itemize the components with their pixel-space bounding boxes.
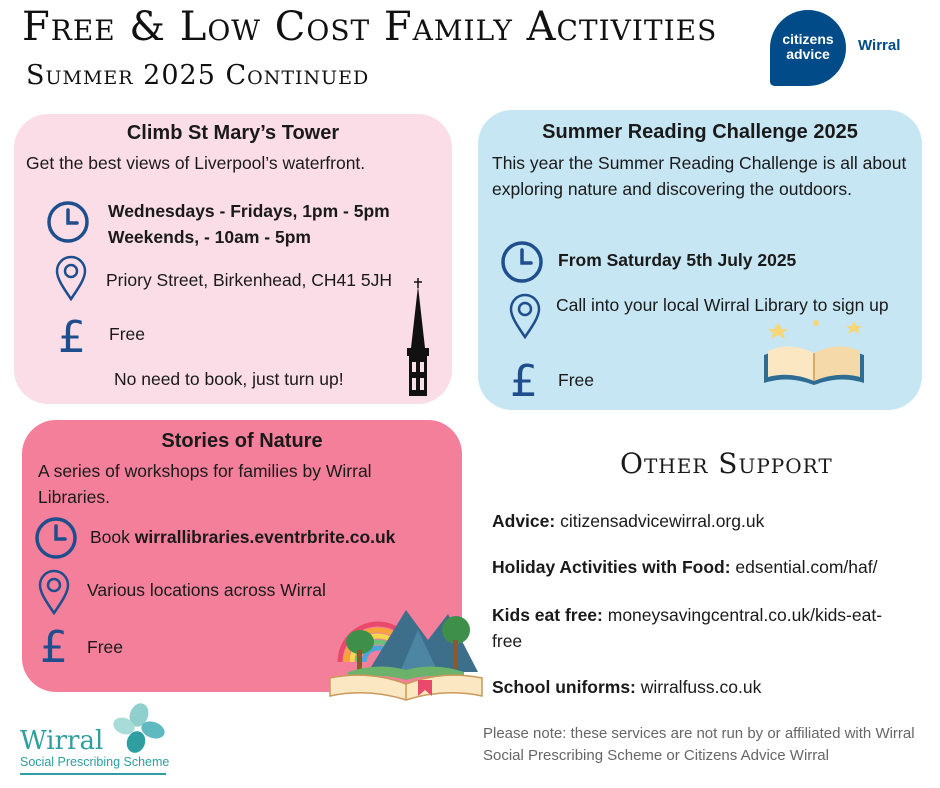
- support-item-school-uniforms: [492, 674, 932, 700]
- support-item-holiday-activities: [492, 554, 932, 580]
- support-link[interactable]: moneysavingcentral.co.uk/kids-eat-free: [492, 605, 883, 651]
- tower-time-weekdays: Wednesdays - Fridays, 1pm - 5pm: [108, 201, 390, 221]
- location-pin-icon: [37, 568, 71, 616]
- support-link[interactable]: edsential.com/haf/: [735, 557, 878, 577]
- church-spire-icon: [400, 278, 436, 398]
- other-support-title: Other Support: [620, 447, 833, 480]
- footer-logo-tagline: Social Prescribing Scheme: [20, 755, 170, 769]
- support-label: Advice:: [492, 511, 556, 531]
- nature-location: Various locations across Wirral: [87, 580, 326, 600]
- logo-place: Wirral: [858, 37, 901, 54]
- reading-location: Call into your local Wirral Library to sign up: [556, 295, 889, 315]
- support-label: Holiday Activities with Food:: [492, 557, 731, 577]
- logo-line-2: advice: [786, 46, 830, 62]
- support-label: School uniforms:: [492, 677, 636, 697]
- page-subtitle: Summer 2025 Continued: [26, 60, 370, 91]
- logo-line-1: citizens: [782, 31, 834, 47]
- reading-card: [478, 110, 922, 410]
- footer-logo-name: Wirral: [20, 726, 104, 756]
- svg-text:£: £: [58, 312, 86, 358]
- pound-icon: [56, 312, 92, 358]
- disclaimer-note: Please note: these services are not run by or affiliated with Wirral Social Prescribing Scheme or Citizens Advice Wirral: [483, 725, 915, 764]
- open-book-icon: [758, 315, 870, 391]
- support-label: Kids eat free:: [492, 605, 603, 625]
- tower-card: [14, 114, 452, 404]
- nature-price: Free: [87, 637, 123, 657]
- svg-text:£: £: [510, 356, 538, 402]
- footer-logo-underline: [20, 773, 166, 775]
- location-pin-icon: [508, 292, 542, 340]
- pinwheel-logo-icon: [112, 702, 166, 754]
- support-item-advice: [492, 508, 932, 534]
- nature-booking: [90, 524, 395, 550]
- nature-description: A series of workshops for families by Wirral Libraries.: [38, 461, 372, 507]
- support-item-kids-eat-free: [492, 602, 902, 654]
- clock-icon: [46, 200, 90, 244]
- reading-title: Summer Reading Challenge 2025: [542, 121, 858, 143]
- nature-booking-link[interactable]: wirrallibraries.eventrbrite.co.uk: [134, 527, 396, 547]
- tower-note: No need to book, just turn up!: [114, 369, 344, 389]
- nature-title: Stories of Nature: [161, 430, 323, 452]
- clock-icon: [500, 240, 544, 284]
- pound-icon: [38, 622, 74, 668]
- tower-price: Free: [109, 324, 145, 344]
- tower-description: Get the best views of Liverpool’s waterfront.: [26, 153, 366, 173]
- support-link[interactable]: citizensadvicewirral.org.uk: [560, 511, 765, 531]
- tower-title: Climb St Mary’s Tower: [126, 122, 340, 144]
- location-pin-icon: [54, 254, 88, 302]
- clock-icon: [34, 516, 78, 560]
- pound-icon: [508, 356, 544, 402]
- reading-description: This year the Summer Reading Challenge is all about exploring nature and discovering the outdoors.: [492, 153, 907, 199]
- storybook-landscape-icon: [328, 600, 484, 702]
- reading-price: Free: [558, 370, 594, 390]
- citizens-advice-logo: [770, 10, 846, 86]
- support-link[interactable]: wirralfuss.co.uk: [640, 677, 762, 697]
- svg-text:£: £: [40, 622, 68, 668]
- page-title: Free & Low Cost Family Activities: [22, 4, 718, 50]
- reading-date: From Saturday 5th July 2025: [558, 250, 797, 270]
- nature-book-prefix: Book: [90, 527, 135, 547]
- tower-location: Priory Street, Birkenhead, CH41 5JH: [106, 270, 392, 290]
- tower-time-weekends: Weekends, - 10am - 5pm: [108, 227, 311, 247]
